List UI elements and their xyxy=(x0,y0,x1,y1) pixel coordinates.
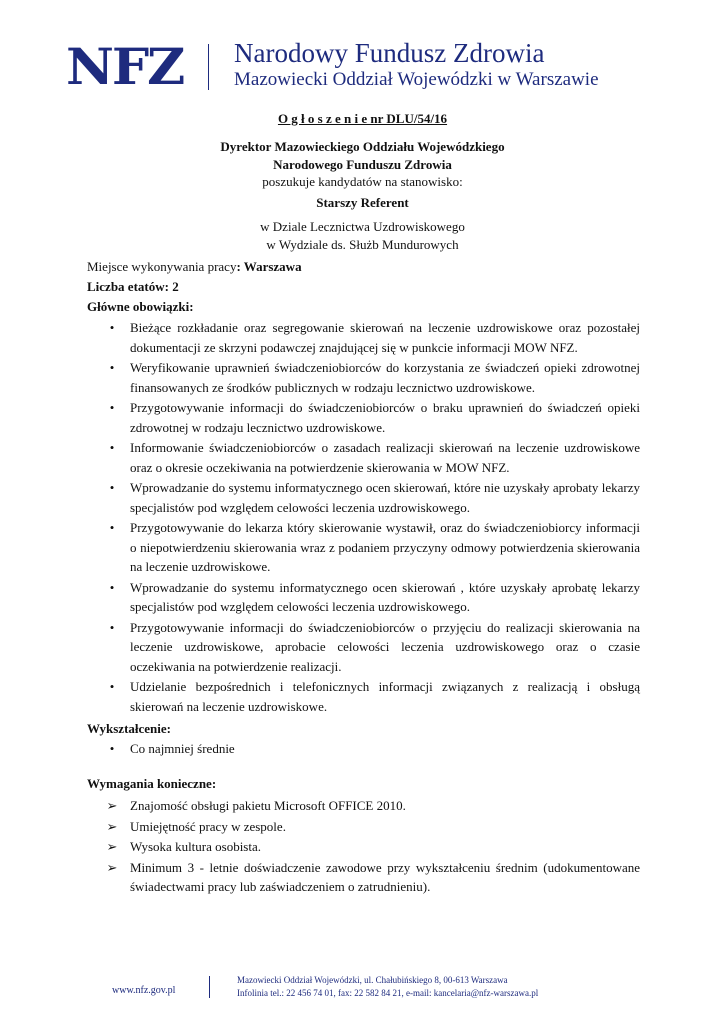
workplace-line xyxy=(87,258,302,276)
footer-contact: Infolinia tel.: 22 456 74 01, fax: 22 582 84 21, e-mail: kancelaria@nfz-warszawa.pl xyxy=(237,988,539,998)
workplace-label: Miejsce wykonywania pracy xyxy=(87,259,237,274)
list-item: ➢ Znajomość obsługi pakietu Microsoft OFFICE 2010. xyxy=(87,796,640,816)
page-header xyxy=(66,38,666,94)
footer-address: Mazowiecki Oddział Wojewódzki, ul. Chałubińskiego 8, 00-613 Warszawa xyxy=(237,975,508,985)
requirements-list xyxy=(87,796,640,898)
bullet-icon: • xyxy=(109,320,115,335)
seeks-text: poszukuje kandydatów na stanowisko: xyxy=(262,174,463,189)
duties-heading: Główne obowiązki: xyxy=(87,299,194,314)
arrow-bullet-icon: ➢ xyxy=(106,859,118,875)
bullet-icon: • xyxy=(109,741,115,756)
arrow-bullet-icon: ➢ xyxy=(106,839,118,854)
nfz-logo: NFZ xyxy=(66,37,184,96)
list-item: ➢ Minimum 3 - letnie doświadczenie zawodowe przy wykształceniu średnim (udokumentowane świadectwami pracy lub zaświadczeniem o zatrudnieniu). xyxy=(106,859,640,894)
announcement-title: O g ł o s z e n i e nr DLU/54/16 xyxy=(277,111,448,126)
bullet-icon: • xyxy=(109,679,115,694)
position-title: Starszy Referent xyxy=(316,195,409,210)
department-text: w Dziale Lecznictwa Uzdrowiskowego xyxy=(260,219,465,234)
workplace-value: : Warszawa xyxy=(236,259,302,274)
bullet-icon: • xyxy=(109,480,115,495)
footer-divider xyxy=(209,976,210,998)
education-heading: Wykształcenie: xyxy=(87,721,171,736)
bullet-icon: • xyxy=(109,579,115,595)
director-line-2: Narodowego Funduszu Zdrowia xyxy=(273,157,452,172)
bullet-icon: • xyxy=(109,520,115,535)
list-item: • Weryfikowanie uprawnień świadczeniobiorców do korzystania ze świadczeń opieki zdrowotnej finansowanych ze środków publicznych w rodzaju lecznictwo uzdrowiskowe. xyxy=(87,358,640,397)
list-item: ➢ Wysoka kultura osobista. xyxy=(87,837,640,857)
list-item: • Bieżące rozkładanie oraz segregowanie skierowań na leczenie uzdrowiskowe oraz pozostałej dokumentacji ze skrzyni podawczej znajdującej się w punkcie informacji MOW NFZ. xyxy=(87,318,640,357)
arrow-bullet-icon: ➢ xyxy=(106,818,118,834)
division-text: w Wydziale ds. Służb Mundurowych xyxy=(266,237,459,252)
list-item: • Udzielanie bezpośrednich i telefonicznych informacji związanych z realizacją i obsługą skierowań na leczenie uzdrowiskowe. xyxy=(87,677,640,716)
duties-list xyxy=(87,318,640,717)
director-line-1: Dyrektor Mazowieckiego Oddziału Wojewódzkiego xyxy=(220,139,505,154)
list-item: • Wprowadzanie do systemu informatycznego ocen skierowań , które uzyskały aprobatę lekarzy specjalistów pod względem celowości leczenia uzdrowiskowego. xyxy=(87,578,640,617)
list-item: • Przygotowywanie informacji do świadczeniobiorców o przyjęciu do realizacji skierowania na leczenie uzdrowiskowe, aprobacie celowości leczenia uzdrowiskowego oraz o czasie oczekiwania na potwierdzenie realizacji. xyxy=(87,618,640,677)
org-subtitle: Mazowiecki Oddział Wojewódzki w Warszawie xyxy=(234,69,599,90)
list-item: ➢ Umiejętność pracy w zespole. xyxy=(87,817,640,837)
bullet-icon: • xyxy=(109,619,115,635)
list-item: • Przygotowywanie informacji do świadczeniobiorców o braku uprawnień do świadczeń opieki zdrowotnej w rodzaju lecznictwo uzdrowiskowe. xyxy=(87,398,640,437)
header-divider xyxy=(208,44,209,90)
org-title: Narodowy Fundusz Zdrowia xyxy=(234,38,545,68)
bullet-icon: • xyxy=(109,440,115,455)
list-item: • Co najmniej średnie xyxy=(87,739,640,759)
education-list xyxy=(87,739,640,760)
arrow-bullet-icon: ➢ xyxy=(106,798,118,813)
requirements-heading: Wymagania konieczne: xyxy=(87,776,217,791)
list-item: • Informowanie świadczeniobiorców o zasadach realizacji skierowań na leczenie uzdrowiskowe oraz o okresie oczekiwania na potwierdzenie skierowania w MOW NFZ. xyxy=(87,438,640,477)
bullet-icon: • xyxy=(109,400,115,415)
bullet-icon: • xyxy=(109,360,115,375)
footer-website[interactable]: www.nfz.gov.pl xyxy=(112,985,176,996)
positions-count: Liczba etatów: 2 xyxy=(87,279,179,294)
list-item: • Wprowadzanie do systemu informatycznego ocen skierowań, które nie uzyskały aprobaty lekarzy specjalistów pod względem celowości leczenia uzdrowiskowego. xyxy=(87,478,640,517)
list-item: • Przygotowywanie do lekarza który skierowanie wystawił, oraz do świadczeniobiorcy informacji o niepotwierdzeniu skierowania wraz z podaniem przyczyny odmowy potwierdzenia skierowania na leczenie uzdrowiskowe. xyxy=(87,518,640,577)
